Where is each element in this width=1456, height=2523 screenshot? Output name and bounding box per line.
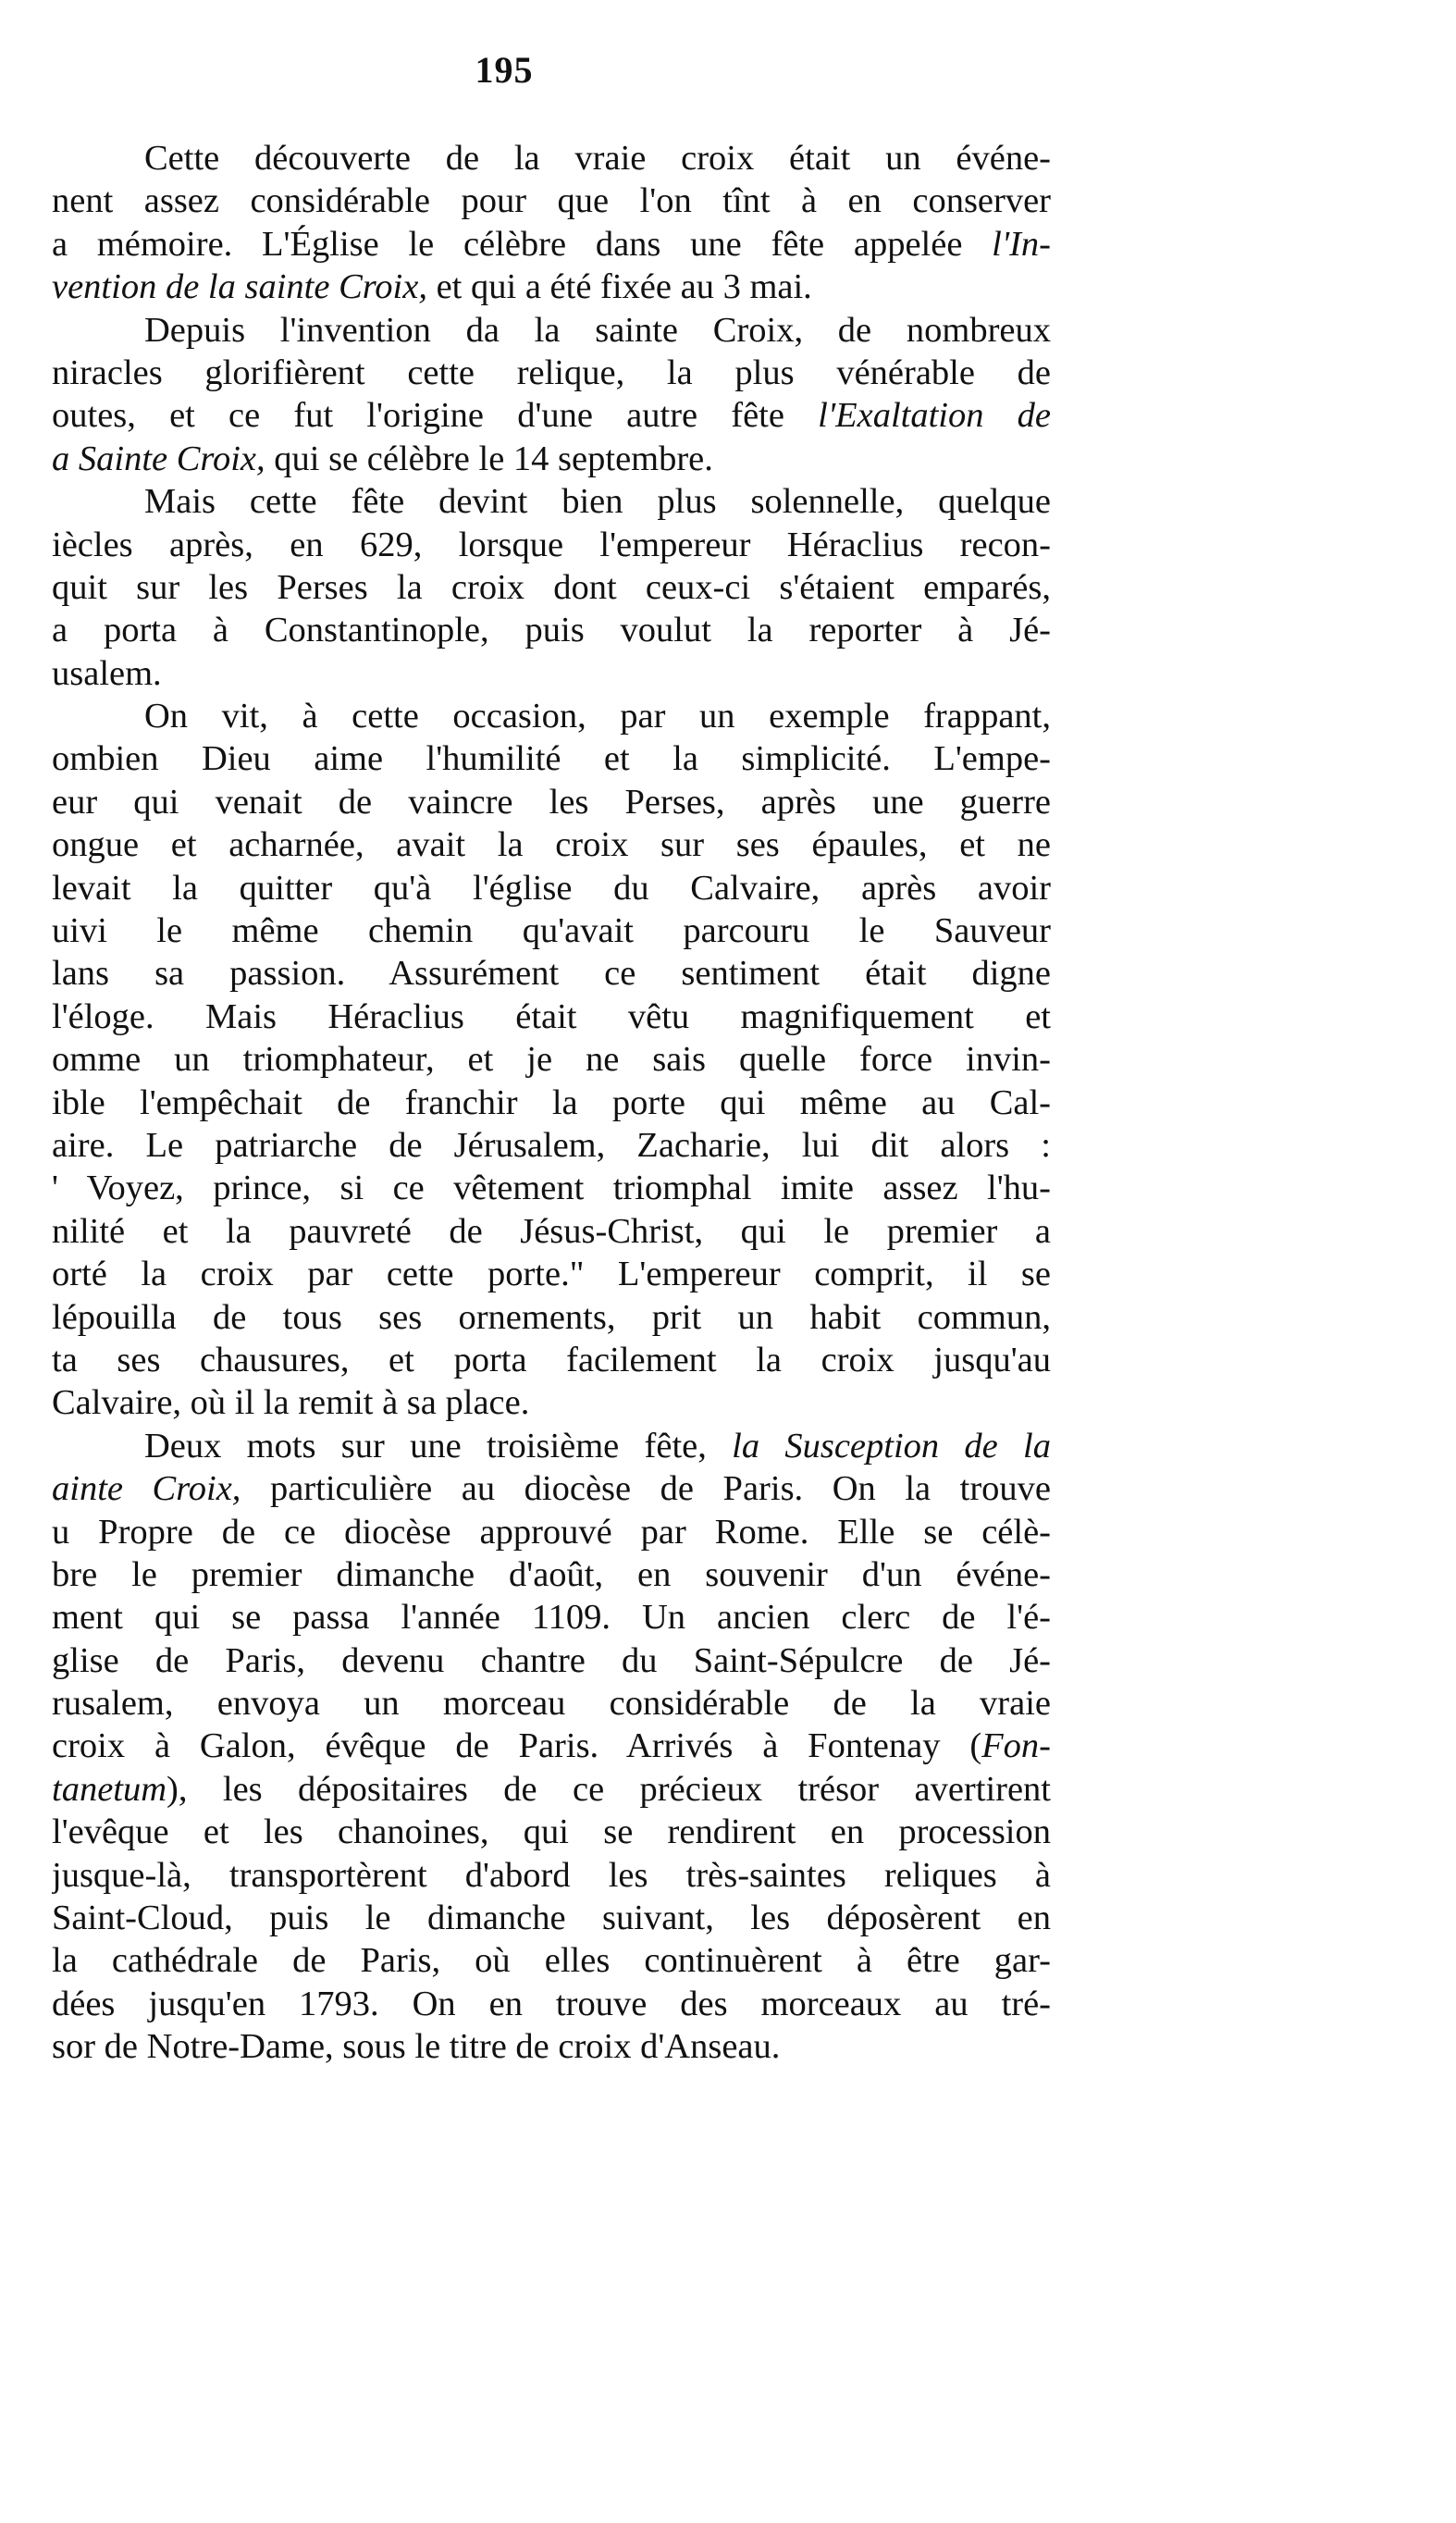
text-fragment: Fon- — [981, 1726, 1051, 1766]
text-fragment: la cathédrale de Paris, où elles continuèrent à être gar- — [52, 1941, 1051, 1981]
text-line — [52, 1425, 1051, 1467]
text-fragment: croix à Galon, évêque de Paris. Arrivés à Fontenay ( — [52, 1726, 982, 1766]
text-line — [52, 952, 1051, 995]
text-line — [52, 1639, 1051, 1682]
text-fragment: aire. Le patriarche de Jérusalem, Zacharie, lui dit alors : — [52, 1125, 1051, 1165]
text-line — [52, 1167, 1051, 1209]
text-fragment: jusque-là, transportèrent d'abord les très-saintes reliques à — [52, 1855, 1051, 1895]
text-line — [52, 1124, 1051, 1167]
text-line — [52, 1381, 1051, 1424]
text-fragment: iècles après, en 629, lorsque l'empereur Héraclius recon- — [52, 525, 1051, 564]
text-line — [52, 1682, 1051, 1725]
text-fragment: ainte Croix, — [52, 1469, 241, 1509]
text-line — [52, 566, 1051, 609]
text-fragment: bre le premier dimanche d'août, en souvenir d'un événe- — [52, 1554, 1051, 1594]
text-fragment: l'evêque et les chanoines, qui se rendirent en procession — [52, 1812, 1051, 1852]
text-line — [52, 1210, 1051, 1253]
text-line — [52, 1983, 1051, 2025]
text-fragment: outes, et ce fut l'origine d'une autre fête — [52, 396, 819, 436]
text-line — [52, 1511, 1051, 1553]
text-fragment: levait la quitter qu'à l'église du Calvaire, après avoir — [52, 868, 1051, 908]
text-line — [52, 1253, 1051, 1295]
text-line — [52, 996, 1051, 1038]
text-line — [52, 1854, 1051, 1897]
text-fragment: Deux mots sur une troisième fête, — [144, 1426, 733, 1466]
text-line — [52, 137, 1051, 179]
text-fragment: a porta à Constantinople, puis voulut la reporter à Jé- — [52, 611, 1051, 650]
text-fragment: On vit, à cette occasion, par un exemple frappant, — [144, 697, 1051, 736]
text-line — [52, 394, 1051, 437]
text-fragment: uivi le même chemin qu'avait parcouru le Sauveur — [52, 911, 1051, 951]
text-fragment: ment qui se passa l'année 1109. Un ancien clerc de l'é- — [52, 1598, 1051, 1638]
text-fragment: ongue et acharnée, avait la croix sur ses épaules, et ne — [52, 825, 1051, 865]
text-fragment: ible l'empêchait de franchir la porte qui même au Cal- — [52, 1082, 1051, 1122]
text-line — [52, 1939, 1051, 1982]
text-line — [52, 1897, 1051, 1939]
text-fragment: u Propre de ce diocèse approuvé par Rome. Elle se célè- — [52, 1512, 1051, 1552]
text-fragment: a mémoire. L'Église le célèbre dans une fête appelée — [52, 224, 993, 264]
text-line — [52, 1553, 1051, 1596]
text-line — [52, 737, 1051, 780]
page-number: 195 — [475, 49, 534, 91]
text-line — [52, 524, 1051, 566]
body-text — [52, 137, 1051, 2069]
text-line — [52, 480, 1051, 523]
text-line — [52, 438, 1051, 480]
text-fragment: dées jusqu'en 1793. On en trouve des morceaux au tré- — [52, 1984, 1051, 2023]
text-line — [52, 1725, 1051, 1767]
text-fragment: Cette découverte de la vraie croix était un événe- — [144, 139, 1051, 178]
text-fragment: sor de Notre-Dame, sous le titre de croix d'Anseau. — [52, 2027, 781, 2067]
text-line — [52, 1768, 1051, 1811]
text-fragment: vention de la sainte Croix, — [52, 267, 427, 307]
text-line — [52, 781, 1051, 823]
text-line — [52, 352, 1051, 394]
text-fragment: rusalem, envoya un morceau considérable de la vraie — [52, 1684, 1051, 1724]
text-line — [52, 266, 1051, 308]
text-fragment: tanetum — [52, 1769, 167, 1809]
text-fragment: eur qui venait de vaincre les Perses, après une guerre — [52, 782, 1051, 822]
text-line — [52, 1811, 1051, 1853]
text-fragment: niracles glorifièrent cette relique, la plus vénérable de — [52, 352, 1051, 392]
text-line — [52, 1038, 1051, 1081]
text-line — [52, 823, 1051, 866]
text-fragment: l'Exaltation de — [818, 396, 1051, 436]
text-fragment: ta ses chausures, et porta facilement la croix jusqu'au — [52, 1340, 1051, 1379]
text-fragment: glise de Paris, devenu chantre du Saint-Sépulcre de Jé- — [52, 1640, 1051, 1680]
text-line — [52, 695, 1051, 737]
text-fragment: ombien Dieu aime l'humilité et la simplicité. L'empe- — [52, 739, 1051, 779]
text-line — [52, 309, 1051, 352]
text-fragment: ' Voyez, prince, si ce vêtement triomphal imite assez l'hu- — [52, 1169, 1051, 1208]
text-fragment: nilité et la pauvreté de Jésus-Christ, qui le premier a — [52, 1211, 1051, 1251]
text-fragment: quit sur les Perses la croix dont ceux-ci s'étaient emparés, — [52, 567, 1051, 607]
text-fragment: Mais cette fête devint bien plus solennelle, quelque — [144, 482, 1051, 522]
text-fragment: lépouilla de tous ses ornements, prit un habit commun, — [52, 1297, 1051, 1337]
text-line — [52, 609, 1051, 651]
text-fragment: l'éloge. Mais Héraclius était vêtu magnifiquement et — [52, 996, 1051, 1036]
text-fragment: Saint-Cloud, puis le dimanche suivant, les déposèrent en — [52, 1898, 1051, 1938]
text-line — [52, 1596, 1051, 1639]
text-fragment: Depuis l'invention da la sainte Croix, de nombreux — [144, 310, 1051, 350]
text-line — [52, 1082, 1051, 1124]
text-line — [52, 867, 1051, 909]
text-fragment: orté la croix par cette porte." L'empereur comprit, il se — [52, 1255, 1051, 1294]
text-fragment: la Susception de la — [732, 1426, 1051, 1466]
text-fragment: ), les dépositaires de ce précieux trésor avertirent — [167, 1769, 1051, 1809]
text-fragment: particulière au diocèse de Paris. On la trouve — [241, 1469, 1051, 1509]
text-line — [52, 2025, 1051, 2068]
text-line — [52, 1339, 1051, 1381]
text-fragment: l'In- — [992, 224, 1051, 264]
text-fragment: a Sainte Croix, — [52, 439, 265, 478]
text-fragment: qui se célèbre le 14 septembre. — [265, 439, 713, 478]
text-line — [52, 652, 1051, 695]
text-fragment: et qui a été fixée au 3 mai. — [426, 267, 812, 307]
text-line — [52, 223, 1051, 266]
text-fragment: nent assez considérable pour que l'on tînt à en conserver — [52, 181, 1051, 221]
text-fragment: usalem. — [52, 653, 162, 693]
text-line — [52, 909, 1051, 952]
text-line — [52, 179, 1051, 222]
text-fragment: Calvaire, où il la remit à sa place. — [52, 1383, 530, 1423]
text-fragment: lans sa passion. Assurément ce sentiment était digne — [52, 954, 1051, 994]
text-line — [52, 1296, 1051, 1339]
text-fragment: omme un triomphateur, et je ne sais quelle force invin- — [52, 1040, 1051, 1080]
text-line — [52, 1467, 1051, 1510]
